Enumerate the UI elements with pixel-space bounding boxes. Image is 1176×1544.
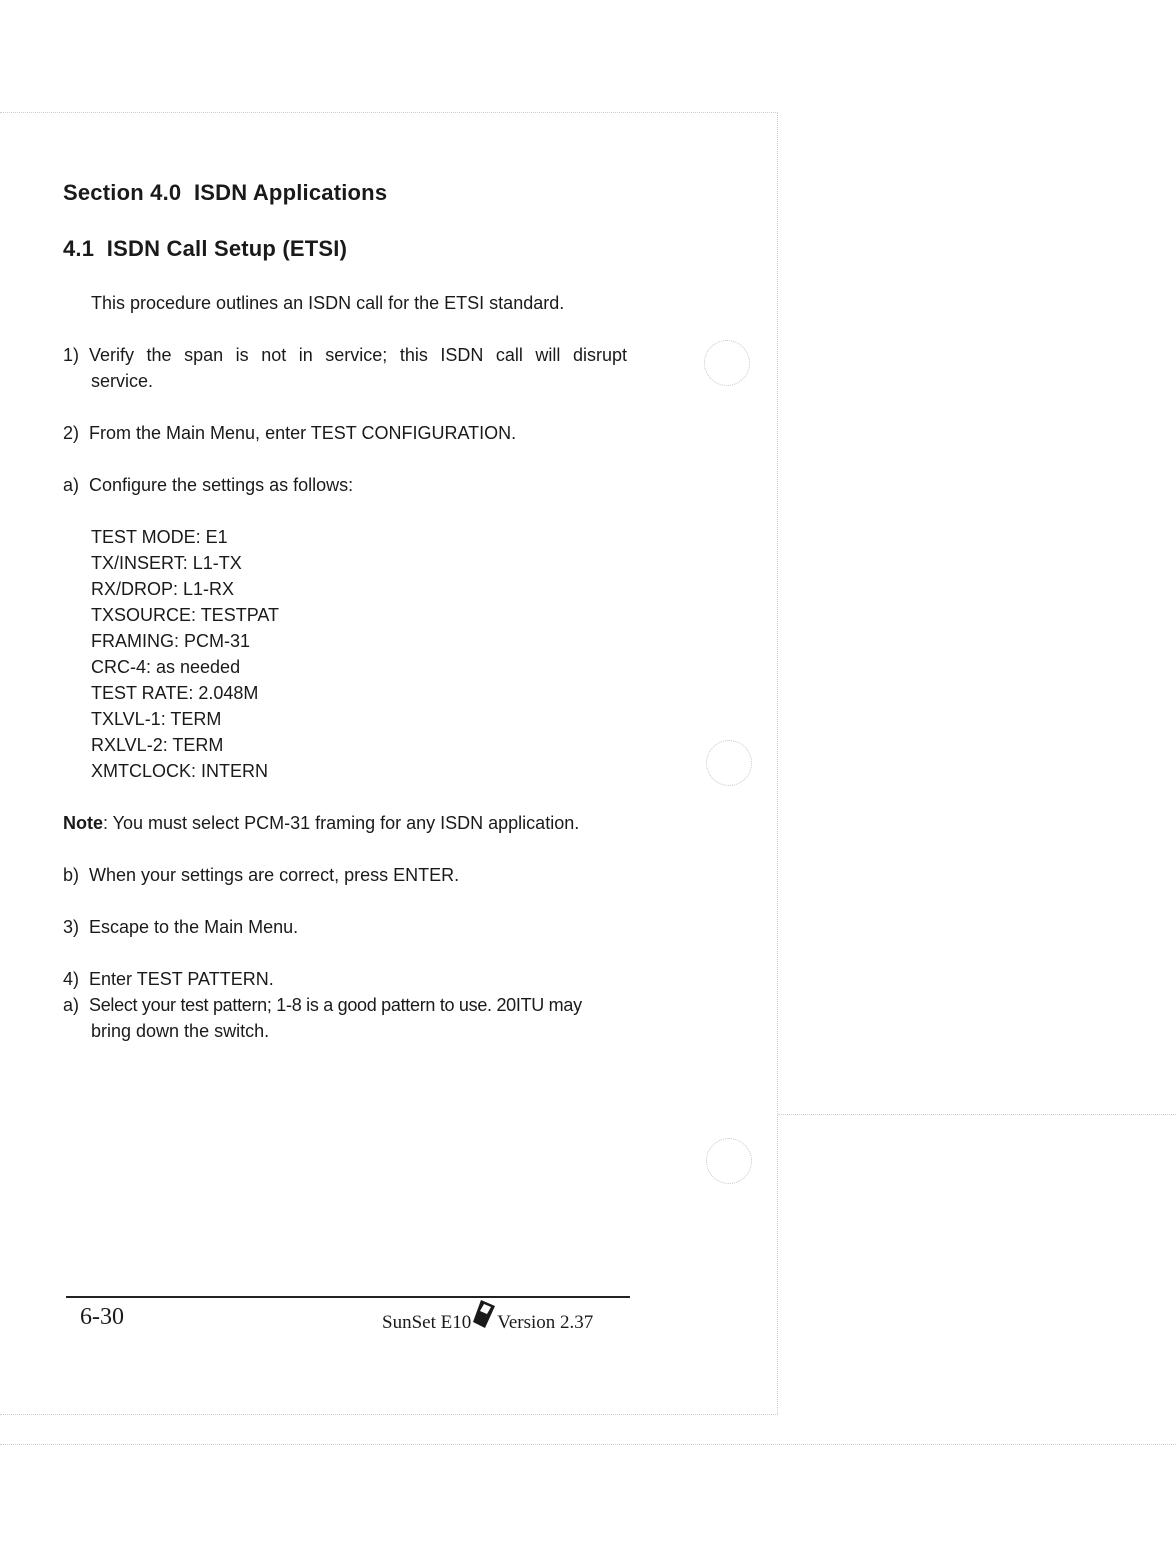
footer-rule <box>66 1296 630 1298</box>
step-2-number: 2) <box>63 423 80 443</box>
footer-page-number: 6-30 <box>80 1304 124 1330</box>
note-text: : You must select PCM-31 framing for any ISDN application. <box>103 813 580 833</box>
step-1 <box>63 342 633 368</box>
step-4a-letter: a) <box>63 995 80 1015</box>
setting-txlvl-1: TXLVL-1: TERM <box>91 709 222 729</box>
setting-txsource: TXSOURCE: TESTPAT <box>91 605 280 625</box>
subsection-title: 4.1 ISDN Call Setup (ETSI) <box>63 236 348 261</box>
step-2a-text: Configure the settings as follows: <box>89 475 354 495</box>
step-1-line2: service. <box>91 371 154 391</box>
step-4-text: Enter TEST PATTERN. <box>89 969 274 989</box>
footer-version: Version 2.37 <box>497 1312 594 1333</box>
note-label: Note <box>63 813 103 833</box>
intro-text: This procedure outlines an ISDN call for the ETSI standard. <box>91 293 565 313</box>
step-4-number: 4) <box>63 969 80 989</box>
step-3-text: Escape to the Main Menu. <box>89 917 299 937</box>
setting-framing: FRAMING: PCM-31 <box>91 631 251 651</box>
step-2a <box>63 472 353 498</box>
step-4 <box>63 966 274 992</box>
footer-product-name: SunSet E10 <box>382 1312 472 1333</box>
section-title: Section 4.0 ISDN Applications <box>63 180 388 205</box>
step-2a-letter: a) <box>63 475 80 495</box>
binder-hole-top <box>704 340 750 386</box>
scan-top-edge <box>0 112 778 113</box>
setting-xmtclock: XMTCLOCK: INTERN <box>91 761 269 781</box>
step-4a <box>63 992 582 1018</box>
scan-mid-edge <box>778 1114 1176 1115</box>
setting-test-rate: TEST RATE: 2.048M <box>91 683 259 703</box>
step-1-number: 1) <box>63 345 80 365</box>
scan-lower-edge <box>0 1444 1176 1445</box>
step-2 <box>63 420 516 446</box>
note <box>63 810 579 836</box>
step-4a-line1: Select your test pattern; 1-8 is a good pattern to use. 20ITU may <box>89 995 582 1015</box>
step-3 <box>63 914 298 940</box>
binder-hole-bottom <box>706 1138 752 1184</box>
step-4a-line2: bring down the switch. <box>91 1021 270 1041</box>
setting-tx-insert: TX/INSERT: L1-TX <box>91 553 242 573</box>
step-2b-letter: b) <box>63 865 80 885</box>
step-3-number: 3) <box>63 917 80 937</box>
setting-rx-drop: RX/DROP: L1-RX <box>91 579 235 599</box>
binder-hole-middle <box>706 740 752 786</box>
scan-bottom-edge <box>0 1414 778 1415</box>
scan-right-edge <box>777 112 778 1414</box>
step-2b-text: When your settings are correct, press ENTER. <box>89 865 460 885</box>
setting-crc-4: CRC-4: as needed <box>91 657 241 677</box>
setting-rxlvl-2: RXLVL-2: TERM <box>91 735 224 755</box>
footer-product <box>382 1308 593 1336</box>
step-2-text: From the Main Menu, enter TEST CONFIGURATION. <box>89 423 517 443</box>
settings-list <box>91 524 279 784</box>
step-1-line1: Verify the span is not in service; this ISDN call will disrupt <box>89 345 627 365</box>
setting-test-mode: TEST MODE: E1 <box>91 527 228 547</box>
handset-logo-icon <box>471 1308 497 1336</box>
step-2b <box>63 862 459 888</box>
